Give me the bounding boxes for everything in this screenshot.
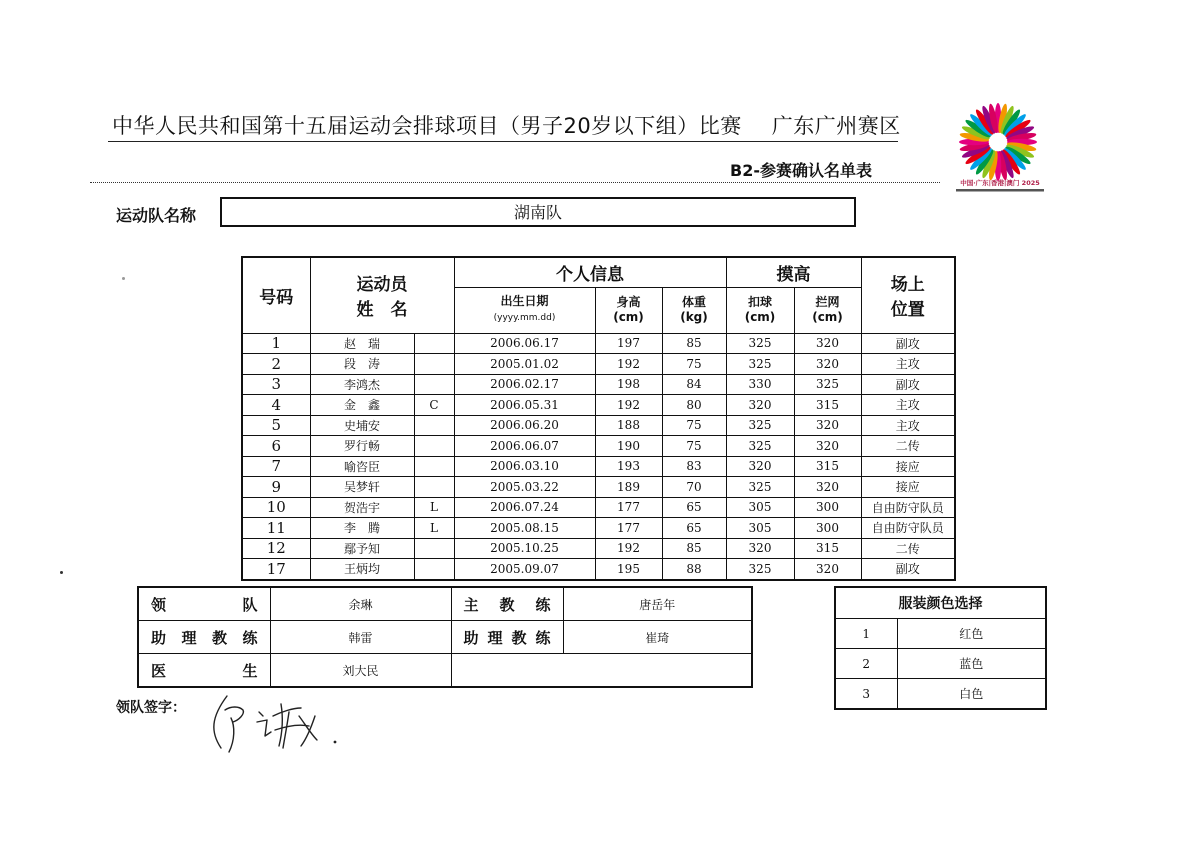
- position-header-line1: 场上: [890, 275, 925, 296]
- player-height: 177: [595, 497, 662, 518]
- player-number: 6: [242, 436, 310, 457]
- player-position: 主攻: [861, 415, 955, 436]
- player-position: 接应: [861, 477, 955, 498]
- competition-title: 中华人民共和国第十五届运动会排球项目（男子20岁以下组）比赛: [112, 114, 742, 138]
- col-birth-date-header: [454, 287, 595, 333]
- weight-label: 体重: [681, 295, 706, 309]
- player-position: 副攻: [861, 559, 955, 580]
- player-birth-date: 2005.08.15: [454, 518, 595, 539]
- player-number: 3: [242, 374, 310, 395]
- player-number: 9: [242, 477, 310, 498]
- uniform-option-index: 2: [835, 649, 897, 679]
- player-position: 副攻: [861, 333, 955, 354]
- player-height: 189: [595, 477, 662, 498]
- personal-info-header: 个人信息: [454, 257, 726, 287]
- player-name: 王炳均: [310, 559, 414, 580]
- player-height: 193: [595, 456, 662, 477]
- player-height: 192: [595, 538, 662, 559]
- competition-region: 广东广州赛区: [771, 114, 901, 138]
- assistant-coach-name-1: 韩雷: [270, 621, 451, 654]
- player-spike-reach: 305: [726, 518, 794, 539]
- player-weight: 65: [662, 497, 726, 518]
- player-birth-date: 2006.07.24: [454, 497, 595, 518]
- player-block-reach: 315: [794, 456, 861, 477]
- player-block-reach: 320: [794, 436, 861, 457]
- player-weight: 75: [662, 415, 726, 436]
- leader-name: 余琳: [270, 587, 451, 621]
- document-title: [112, 110, 901, 140]
- player-number: 5: [242, 415, 310, 436]
- player-spike-reach: 320: [726, 456, 794, 477]
- scan-speck: [60, 571, 63, 574]
- player-birth-date: 2006.06.17: [454, 333, 595, 354]
- uniform-option-color: 白色: [897, 679, 1046, 710]
- player-spike-reach: 325: [726, 559, 794, 580]
- player-weight: 83: [662, 456, 726, 477]
- player-block-reach: 320: [794, 333, 861, 354]
- player-block-reach: 320: [794, 354, 861, 375]
- athlete-header-line1: 运动员: [356, 275, 408, 296]
- player-spike-reach: 325: [726, 333, 794, 354]
- player-number: 7: [242, 456, 310, 477]
- player-weight: 80: [662, 395, 726, 416]
- player-spike-reach: 320: [726, 538, 794, 559]
- player-position: 接应: [861, 456, 955, 477]
- player-number: 12: [242, 538, 310, 559]
- player-number: 11: [242, 518, 310, 539]
- player-name: 鄢予知: [310, 538, 414, 559]
- player-birth-date: 2005.01.02: [454, 354, 595, 375]
- col-spike-header: [726, 287, 794, 333]
- roster-table: [241, 256, 956, 581]
- table-row: [242, 518, 955, 539]
- staff-table: [137, 586, 753, 688]
- player-tag: C: [414, 395, 454, 416]
- player-tag: [414, 374, 454, 395]
- assistant-coach-label-2: 助理教练: [451, 621, 563, 654]
- table-row: [242, 374, 955, 395]
- player-block-reach: 320: [794, 415, 861, 436]
- player-weight: 85: [662, 333, 726, 354]
- height-label: 身高: [616, 295, 641, 309]
- player-block-reach: 325: [794, 374, 861, 395]
- player-name: 吴梦轩: [310, 477, 414, 498]
- doctor-label: 医生: [138, 654, 270, 688]
- block-label: 拦网: [815, 295, 840, 309]
- table-row: [242, 456, 955, 477]
- table-row: [242, 333, 955, 354]
- player-name: 贺浩宇: [310, 497, 414, 518]
- uniform-option-color: 红色: [897, 619, 1046, 649]
- assistant-coach-name-2: 崔琦: [563, 621, 752, 654]
- team-name-field: [220, 197, 856, 227]
- player-tag: [414, 477, 454, 498]
- uniform-option-index: 3: [835, 679, 897, 710]
- col-number-header: 号码: [242, 257, 310, 333]
- spike-label: 扣球: [747, 295, 772, 309]
- player-birth-date: 2005.09.07: [454, 559, 595, 580]
- athlete-header-line2: 姓 名: [356, 300, 408, 321]
- table-row: [242, 538, 955, 559]
- uniform-option-color: 蓝色: [897, 649, 1046, 679]
- player-block-reach: 320: [794, 477, 861, 498]
- player-weight: 65: [662, 518, 726, 539]
- player-position: 主攻: [861, 395, 955, 416]
- birth-date-label: 出生日期: [500, 294, 549, 308]
- logo-caption: 中国·广东|香港|澳门 2025: [960, 179, 1040, 187]
- uniform-color-title: 服装颜色选择: [835, 587, 1046, 619]
- player-name: 赵 瑞: [310, 333, 414, 354]
- position-header-line2: 位置: [890, 300, 925, 321]
- player-weight: 84: [662, 374, 726, 395]
- head-coach-label: 主教练: [451, 587, 563, 621]
- player-spike-reach: 325: [726, 415, 794, 436]
- form-title: B2-参赛确认名单表: [730, 161, 872, 180]
- player-tag: [414, 456, 454, 477]
- birth-date-format: (yyyy.mm.dd): [493, 313, 556, 323]
- player-position: 二传: [861, 436, 955, 457]
- player-number: 17: [242, 559, 310, 580]
- player-birth-date: 2005.03.22: [454, 477, 595, 498]
- table-row: [242, 477, 955, 498]
- player-height: 177: [595, 518, 662, 539]
- player-tag: L: [414, 518, 454, 539]
- player-spike-reach: 305: [726, 497, 794, 518]
- player-tag: [414, 559, 454, 580]
- block-unit: (cm): [812, 310, 843, 324]
- player-birth-date: 2006.06.20: [454, 415, 595, 436]
- player-block-reach: 315: [794, 538, 861, 559]
- table-row: [242, 436, 955, 457]
- player-number: 2: [242, 354, 310, 375]
- table-row: [242, 354, 955, 375]
- player-birth-date: 2005.10.25: [454, 538, 595, 559]
- player-spike-reach: 330: [726, 374, 794, 395]
- player-position: 副攻: [861, 374, 955, 395]
- player-name: 金 鑫: [310, 395, 414, 416]
- height-unit: (cm): [613, 310, 644, 324]
- col-block-header: [794, 287, 861, 333]
- player-block-reach: 320: [794, 559, 861, 580]
- player-position: 主攻: [861, 354, 955, 375]
- table-row: [242, 497, 955, 518]
- team-name: 湖南队: [513, 203, 562, 222]
- title-underline: [108, 141, 898, 142]
- player-number: 1: [242, 333, 310, 354]
- player-birth-date: 2006.05.31: [454, 395, 595, 416]
- player-height: 192: [595, 395, 662, 416]
- player-height: 192: [595, 354, 662, 375]
- player-spike-reach: 325: [726, 477, 794, 498]
- uniform-option-index: 1: [835, 619, 897, 649]
- team-label: 运动队名称: [116, 206, 197, 225]
- dotted-divider: [90, 182, 940, 183]
- col-athlete-header: [310, 257, 454, 333]
- player-position: 自由防守队员: [861, 497, 955, 518]
- player-height: 197: [595, 333, 662, 354]
- table-row: [242, 395, 955, 416]
- player-tag: [414, 333, 454, 354]
- player-name: 李鸿杰: [310, 374, 414, 395]
- player-tag: [414, 354, 454, 375]
- scan-speck: [122, 277, 125, 280]
- player-birth-date: 2006.06.07: [454, 436, 595, 457]
- player-spike-reach: 325: [726, 354, 794, 375]
- player-name: 段 涛: [310, 354, 414, 375]
- player-height: 190: [595, 436, 662, 457]
- player-block-reach: 315: [794, 395, 861, 416]
- head-coach-name: 唐岳年: [563, 587, 752, 621]
- table-row: [242, 559, 955, 580]
- col-weight-header: [662, 287, 726, 333]
- player-block-reach: 300: [794, 518, 861, 539]
- leader-signature-label: 领队签字：: [116, 700, 186, 716]
- uniform-color-table: [834, 586, 1047, 710]
- player-tag: [414, 415, 454, 436]
- player-weight: 75: [662, 354, 726, 375]
- player-name: 史埔安: [310, 415, 414, 436]
- player-number: 4: [242, 395, 310, 416]
- player-number: 10: [242, 497, 310, 518]
- player-height: 188: [595, 415, 662, 436]
- player-block-reach: 300: [794, 497, 861, 518]
- player-weight: 88: [662, 559, 726, 580]
- handwritten-signature: [205, 690, 355, 760]
- player-weight: 70: [662, 477, 726, 498]
- leader-label: 领队: [138, 587, 270, 621]
- player-tag: L: [414, 497, 454, 518]
- player-weight: 85: [662, 538, 726, 559]
- player-weight: 75: [662, 436, 726, 457]
- player-spike-reach: 320: [726, 395, 794, 416]
- col-position-header: [861, 257, 955, 333]
- doctor-name: 刘大民: [270, 654, 451, 688]
- player-birth-date: 2006.03.10: [454, 456, 595, 477]
- player-name: 喻咨臣: [310, 456, 414, 477]
- player-height: 198: [595, 374, 662, 395]
- player-tag: [414, 538, 454, 559]
- player-name: 李 腾: [310, 518, 414, 539]
- player-height: 195: [595, 559, 662, 580]
- reach-header: 摸高: [726, 257, 861, 287]
- table-row: [242, 415, 955, 436]
- player-position: 自由防守队员: [861, 518, 955, 539]
- empty-staff-cell: [451, 654, 752, 688]
- games-logo-icon: [950, 92, 1050, 202]
- player-name: 罗行畅: [310, 436, 414, 457]
- col-height-header: [595, 287, 662, 333]
- player-position: 二传: [861, 538, 955, 559]
- assistant-coach-label: 助理教练: [138, 621, 270, 654]
- player-spike-reach: 325: [726, 436, 794, 457]
- player-tag: [414, 436, 454, 457]
- spike-unit: (cm): [744, 310, 776, 324]
- weight-unit: (kg): [680, 310, 708, 324]
- player-birth-date: 2006.02.17: [454, 374, 595, 395]
